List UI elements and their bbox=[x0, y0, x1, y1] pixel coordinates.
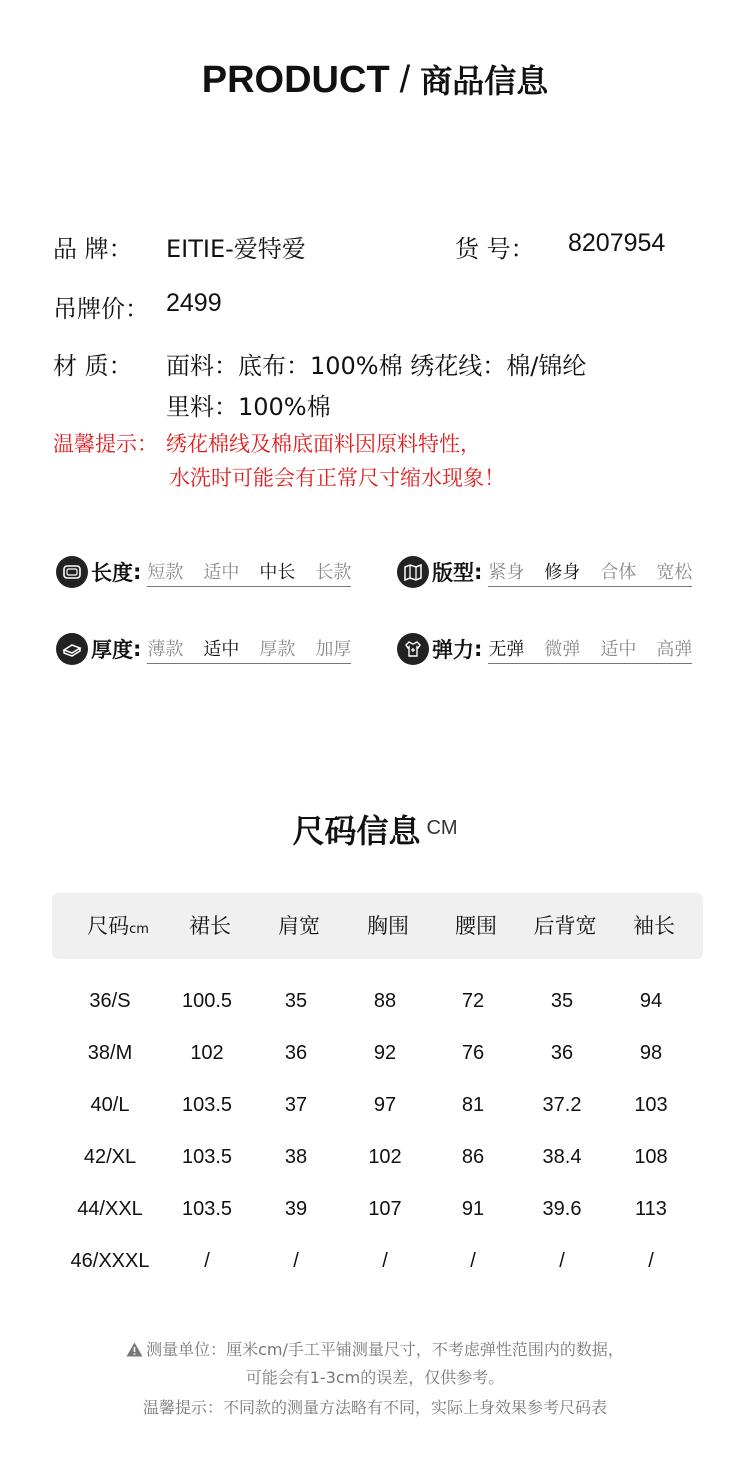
price-row bbox=[53, 289, 222, 324]
table-cell: 100.5 bbox=[181, 990, 233, 1012]
table-size-cell: 46/XXXL bbox=[70, 1250, 150, 1272]
page-header bbox=[0, 56, 750, 102]
attr-option-selected: 中长 bbox=[259, 561, 296, 583]
attr-thickness-options bbox=[147, 635, 351, 664]
table-header-cell: 裙长 bbox=[189, 914, 231, 938]
warning-row bbox=[53, 428, 481, 458]
sku-row bbox=[455, 229, 666, 264]
table-header-cell: 腰围 bbox=[455, 914, 497, 938]
lining-value: 里料：100%棉 bbox=[166, 393, 331, 421]
attr-elastic-options bbox=[488, 635, 692, 664]
sku-value: 8207954 bbox=[568, 229, 666, 257]
attr-length-name: 长度 bbox=[91, 561, 133, 585]
size-section-title bbox=[0, 806, 750, 852]
material-row bbox=[53, 346, 587, 381]
size-table-header bbox=[52, 893, 703, 959]
brand-value: EITIE-爱特爱 bbox=[166, 235, 306, 263]
attr-option-selected: 修身 bbox=[544, 561, 581, 583]
table-header-cell: 后背宽 bbox=[533, 914, 597, 938]
table-cell: 86 bbox=[461, 1146, 485, 1168]
attr-option: 合体 bbox=[600, 561, 637, 583]
table-cell: 36 bbox=[284, 1042, 308, 1064]
material-value: 面料：底布：100%棉 绣花线：棉/锦纶 bbox=[166, 352, 587, 380]
attr-option: 高弹 bbox=[656, 638, 693, 660]
attr-option-selected: 无弹 bbox=[488, 638, 525, 660]
header-slash: / bbox=[399, 59, 411, 101]
footer-line1 bbox=[0, 1337, 750, 1361]
attr-length bbox=[56, 555, 351, 589]
table-cell: 91 bbox=[461, 1198, 485, 1220]
table-size-cell: 44/XXL bbox=[77, 1198, 143, 1220]
footer-line3: 温馨提示：不同款的测量方法略有不同，实际上身效果参考尺码表 bbox=[142, 1398, 607, 1417]
table-cell: 103.5 bbox=[181, 1146, 233, 1168]
table-cell: 36 bbox=[550, 1042, 574, 1064]
attr-fit-options bbox=[488, 558, 692, 587]
attr-option: 适中 bbox=[203, 561, 240, 583]
table-cell: 108 bbox=[634, 1146, 668, 1168]
attr-option: 加厚 bbox=[315, 638, 352, 660]
table-cell: 107 bbox=[368, 1198, 402, 1220]
table-header-cell: 胸围 bbox=[367, 914, 409, 938]
attr-fit bbox=[397, 555, 692, 589]
attr-option: 长款 bbox=[315, 561, 352, 583]
table-header-cell: 尺码cm bbox=[87, 914, 149, 938]
attr-thickness-colon: : bbox=[133, 637, 142, 661]
attr-elastic-colon: : bbox=[474, 637, 483, 661]
attr-option: 短款 bbox=[147, 561, 184, 583]
table-cell: / bbox=[382, 1250, 388, 1272]
attr-option-selected: 适中 bbox=[203, 638, 240, 660]
table-cell: 38 bbox=[284, 1146, 308, 1168]
attr-option: 紧身 bbox=[488, 561, 525, 583]
table-size-cell: 38/M bbox=[87, 1042, 133, 1064]
table-cell: 102 bbox=[190, 1042, 224, 1064]
attr-thickness bbox=[56, 632, 351, 666]
header-cn-title: 商品信息 bbox=[420, 62, 549, 100]
table-header-cell: 袖长 bbox=[633, 914, 675, 938]
attr-length-options bbox=[147, 558, 351, 587]
fit-icon bbox=[397, 556, 429, 588]
attr-option: 适中 bbox=[600, 638, 637, 660]
table-cell: / bbox=[204, 1250, 210, 1272]
table-cell: / bbox=[648, 1250, 654, 1272]
table-size-cell: 36/S bbox=[89, 990, 131, 1012]
warning-line2: 水洗时可能会有正常尺寸缩水现象！ bbox=[169, 466, 505, 490]
table-cell: 102 bbox=[368, 1146, 402, 1168]
table-cell: 39.6 bbox=[542, 1198, 582, 1220]
price-value: 2499 bbox=[166, 289, 222, 317]
table-cell: 76 bbox=[461, 1042, 485, 1064]
brand-row bbox=[53, 229, 306, 264]
warning-line1: 绣花棉线及棉底面料因原料特性， bbox=[166, 432, 481, 456]
attr-elastic-name: 弹力 bbox=[432, 638, 474, 662]
header-en-title: PRODUCT bbox=[201, 59, 390, 101]
warning-icon bbox=[126, 1342, 143, 1361]
header-unit: cm bbox=[129, 922, 149, 937]
table-cell: 81 bbox=[461, 1094, 485, 1116]
table-cell: / bbox=[559, 1250, 565, 1272]
attr-length-colon: : bbox=[133, 560, 142, 584]
table-cell: 35 bbox=[284, 990, 308, 1012]
footer-line2: 可能会有1-3cm的误差，仅供参考。 bbox=[245, 1368, 505, 1387]
attr-option: 微弹 bbox=[544, 638, 581, 660]
table-cell: 113 bbox=[635, 1198, 667, 1220]
material-label: 材 质： bbox=[53, 352, 133, 380]
sku-label: 货 号： bbox=[455, 235, 535, 263]
size-unit: CM bbox=[426, 817, 458, 839]
attr-option: 宽松 bbox=[656, 561, 693, 583]
table-cell: 35 bbox=[550, 990, 574, 1012]
attr-fit-colon: : bbox=[474, 560, 483, 584]
thickness-icon bbox=[56, 633, 88, 665]
attr-fit-name: 版型 bbox=[432, 561, 474, 585]
table-cell: 39 bbox=[284, 1198, 308, 1220]
table-cell: 88 bbox=[373, 990, 397, 1012]
table-cell: / bbox=[470, 1250, 476, 1272]
price-label: 吊牌价： bbox=[53, 295, 149, 323]
table-cell: 92 bbox=[373, 1042, 397, 1064]
attr-elastic bbox=[397, 632, 692, 666]
table-cell: / bbox=[293, 1250, 299, 1272]
elastic-icon bbox=[397, 633, 429, 665]
footer-line1-text: 测量单位：厘米cm/手工平铺测量尺寸，不考虑弹性范围内的数据， bbox=[146, 1340, 624, 1359]
length-icon bbox=[56, 556, 88, 588]
table-cell: 103 bbox=[634, 1094, 668, 1116]
table-size-cell: 40/L bbox=[90, 1094, 130, 1116]
size-title: 尺码信息 bbox=[292, 812, 421, 850]
warning-label: 温馨提示： bbox=[53, 432, 158, 456]
brand-label: 品 牌： bbox=[53, 235, 133, 263]
table-cell: 37.2 bbox=[542, 1094, 582, 1116]
attr-option: 厚款 bbox=[259, 638, 296, 660]
table-size-cell: 42/XL bbox=[83, 1146, 137, 1168]
table-cell: 103.5 bbox=[181, 1198, 233, 1220]
table-cell: 97 bbox=[373, 1094, 397, 1116]
attr-thickness-name: 厚度 bbox=[91, 638, 133, 662]
table-cell: 98 bbox=[639, 1042, 663, 1064]
table-cell: 103.5 bbox=[181, 1094, 233, 1116]
table-cell: 72 bbox=[461, 990, 485, 1012]
table-header-cell: 肩宽 bbox=[278, 914, 320, 938]
table-cell: 94 bbox=[639, 990, 663, 1012]
attr-option: 薄款 bbox=[147, 638, 184, 660]
table-cell: 38.4 bbox=[542, 1146, 582, 1168]
table-cell: 37 bbox=[284, 1094, 308, 1116]
